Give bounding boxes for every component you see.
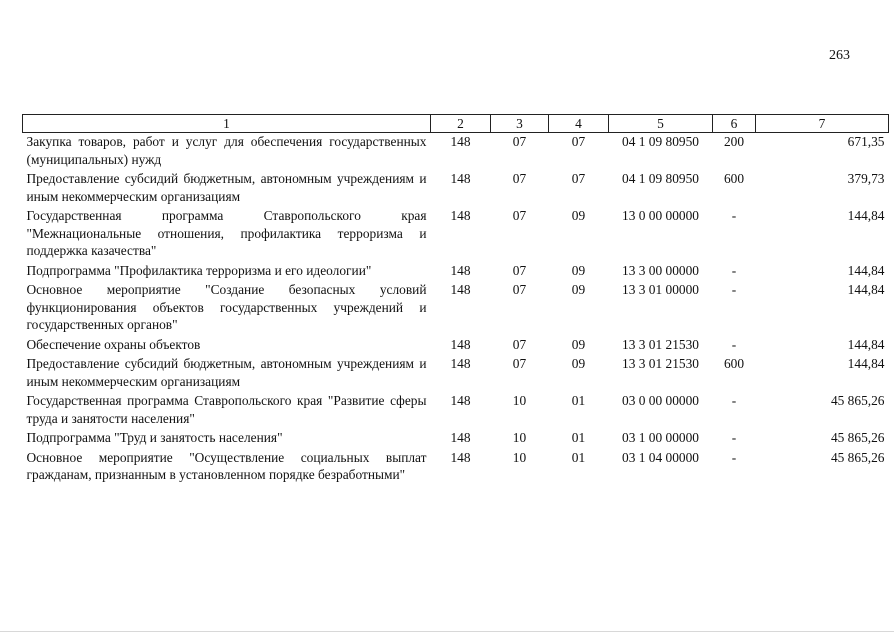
amount-cell: 45 865,26	[830, 430, 885, 445]
expense-type-cell: -	[731, 208, 737, 223]
table-row	[23, 429, 889, 449]
table-header-row	[23, 115, 889, 133]
table-row	[23, 281, 889, 336]
ministry-code-cell: 148	[450, 449, 471, 465]
scan-edge-line	[0, 631, 894, 632]
ministry-code-cell: 148	[450, 208, 471, 223]
section-code-cell: 10	[512, 393, 527, 408]
table-row	[23, 133, 889, 171]
subsection-code-cell: 09	[571, 336, 586, 352]
subsection-code-cell: 09	[571, 356, 586, 371]
target-article-cell: 04 1 09 80950	[622, 134, 699, 149]
target-article-cell: 04 1 09 80950	[622, 171, 699, 186]
column-header-2: 2	[431, 115, 491, 133]
row-name-cell: Государственная программа Ставропольского края "Развитие сферы труда и занятости населения"	[26, 393, 427, 426]
subsection-code-cell: 09	[571, 282, 586, 297]
row-name-cell: Подпрограмма "Труд и занятость населения"	[26, 430, 283, 445]
target-article-cell: 03 1 04 00000	[622, 449, 699, 465]
target-article-cell: 13 3 01 00000	[622, 282, 699, 297]
ministry-code-cell: 148	[450, 262, 471, 278]
target-article-cell: 13 3 00 00000	[622, 262, 699, 278]
table-row	[23, 262, 889, 282]
expense-type-cell: 200	[723, 134, 745, 149]
row-name-cell: Государственная программа Ставропольского края "Межнациональные отношения, профилактика терроризма и поддержка казачества"	[26, 208, 427, 258]
page-number: 263	[829, 48, 850, 63]
section-code-cell: 07	[512, 356, 527, 371]
expense-type-cell: -	[731, 282, 737, 297]
section-code-cell: 10	[512, 449, 527, 465]
ministry-code-cell: 148	[450, 430, 471, 445]
amount-cell: 671,35	[847, 134, 885, 149]
section-code-cell: 07	[512, 336, 527, 352]
amount-cell: 45 865,26	[830, 449, 885, 465]
section-code-cell: 07	[512, 208, 527, 223]
section-code-cell: 07	[512, 262, 527, 278]
table-row	[23, 355, 889, 392]
table-row	[23, 449, 889, 486]
section-code-cell: 10	[512, 430, 527, 445]
row-name-cell: Основное мероприятие "Создание безопасных условий функционирования объектов государственных учреждений и государственных органов"	[26, 282, 427, 332]
target-article-cell: 13 0 00 00000	[622, 208, 699, 223]
row-name-cell: Предоставление субсидий бюджетным, автономным учреждениям и иным некоммерческим организациям	[26, 356, 427, 389]
column-header-4: 4	[549, 115, 609, 133]
subsection-code-cell: 01	[571, 449, 586, 465]
column-header-3: 3	[491, 115, 549, 133]
column-header-6: 6	[713, 115, 756, 133]
row-name-cell: Предоставление субсидий бюджетным, автономным учреждениям и иным некоммерческим организациям	[26, 171, 427, 204]
budget-table	[22, 114, 889, 486]
expense-type-cell: -	[731, 449, 737, 465]
section-code-cell: 07	[512, 171, 527, 186]
amount-cell: 144,84	[847, 336, 885, 352]
subsection-code-cell: 01	[571, 430, 586, 445]
table-row	[23, 336, 889, 356]
target-article-cell: 03 1 00 00000	[622, 430, 699, 445]
amount-cell: 45 865,26	[830, 393, 885, 408]
expense-type-cell: -	[731, 430, 737, 445]
target-article-cell: 03 0 00 00000	[622, 393, 699, 408]
ministry-code-cell: 148	[450, 356, 471, 371]
expense-type-cell: -	[731, 262, 737, 278]
amount-cell: 144,84	[847, 356, 885, 371]
subsection-code-cell: 09	[571, 262, 586, 278]
expense-type-cell: -	[731, 393, 737, 408]
row-name-cell: Обеспечение охраны объектов	[26, 336, 201, 352]
expense-type-cell: -	[731, 336, 737, 352]
subsection-code-cell: 09	[571, 208, 586, 223]
target-article-cell: 13 3 01 21530	[622, 336, 699, 352]
subsection-code-cell: 01	[571, 393, 586, 408]
row-name-cell: Подпрограмма "Профилактика терроризма и его идеологии"	[26, 262, 372, 278]
section-code-cell: 07	[512, 134, 527, 149]
table-row	[23, 207, 889, 262]
target-article-cell: 13 3 01 21530	[622, 356, 699, 371]
amount-cell: 144,84	[847, 262, 885, 278]
ministry-code-cell: 148	[450, 171, 471, 186]
ministry-code-cell: 148	[450, 134, 471, 149]
row-name-cell: Основное мероприятие "Осуществление социальных выплат гражданам, признанным в установленном порядке безработными"	[26, 449, 427, 482]
subsection-code-cell: 07	[571, 171, 586, 186]
table-row	[23, 170, 889, 207]
column-header-5: 5	[609, 115, 713, 133]
expense-type-cell: 600	[723, 356, 745, 371]
ministry-code-cell: 148	[450, 336, 471, 352]
ministry-code-cell: 148	[450, 393, 471, 408]
column-header-7: 7	[756, 115, 889, 133]
amount-cell: 144,84	[847, 208, 885, 223]
row-name-cell: Закупка товаров, работ и услуг для обеспечения государственных (муниципальных) нужд	[26, 134, 427, 167]
amount-cell: 379,73	[847, 171, 885, 186]
subsection-code-cell: 07	[571, 134, 586, 149]
table-row	[23, 392, 889, 429]
section-code-cell: 07	[512, 282, 527, 297]
column-header-1: 1	[23, 115, 431, 133]
expense-type-cell: 600	[723, 171, 745, 186]
ministry-code-cell: 148	[450, 282, 471, 297]
amount-cell: 144,84	[847, 282, 885, 297]
